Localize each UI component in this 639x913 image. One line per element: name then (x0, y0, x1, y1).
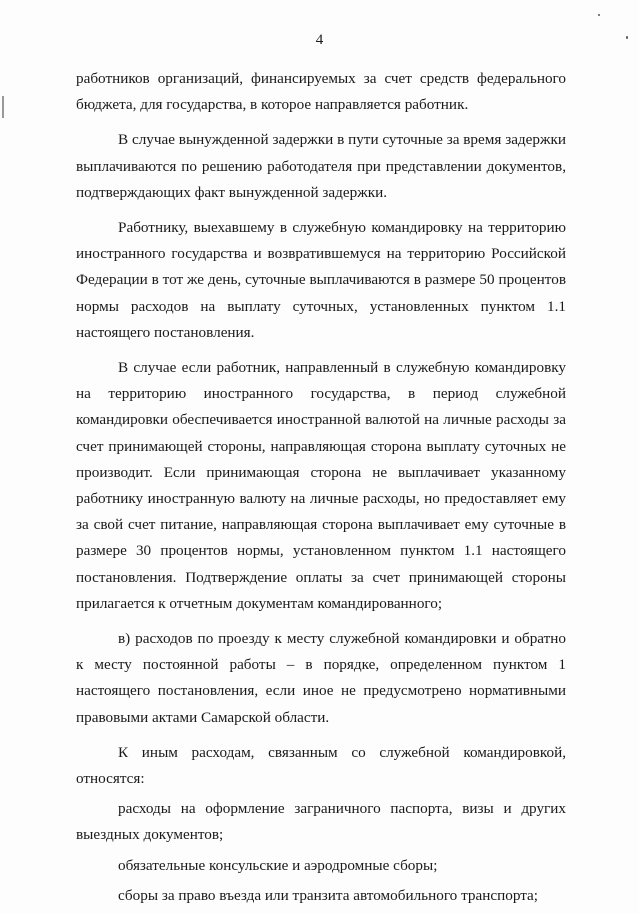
list-item-passport: расходы на оформление заграничного паспорта, визы и других выездных документов; (76, 800, 566, 844)
list-item-consular-fees: обязательные консульские и аэродромные сборы; (118, 856, 438, 874)
paragraph-continuation: работников организаций, финансируемых за счет средств федерального бюджета, для государства, в которое направляется работник. (76, 70, 566, 114)
paragraph-same-day-return: Работнику, выехавшему в служебную командировку на территорию иностранного государства и возвратившемуся на территорию Российской Федерации в тот же день, суточные выплачиваются в размере 50 процентов нормы расходов на выплату суточных, установленных пунктом 1.1 настоящего постановления. (76, 219, 566, 341)
document-body (76, 66, 566, 913)
list-item-vehicle-fees: сборы за право въезда или транзита автомобильного транспорта; (118, 886, 538, 904)
paragraph-travel-expenses: в) расходов по проезду к месту служебной командировки и обратно к месту постоянной работы – в порядке, определенном пунктом 1 настоящего постановления, если иное не предусмотрено нормативными правовыми актами Самарской области. (76, 630, 566, 726)
scan-edge-mark (2, 96, 4, 118)
scan-speck (598, 14, 600, 16)
paragraph-host-currency: В случае если работник, направленный в служебную командировку на территорию иностранного государства, в период служебной командировки обеспечивается иностранной валютой на личные расходы за счет принимающей стороны, направляющая сторона выплату суточных не производит. Если принимающая сторона не выплачивает указанному работнику иностранную валюту на личные расходы, но предоставляет ему за свой счет питание, направляющая сторона выплачивает ему суточные в размере 30 процентов нормы, установленном пунктом 1.1 настоящего постановления. Подтверждение оплаты за счет принимающей стороны прилагается к отчетным документам командированного; (76, 359, 566, 612)
paragraph-other-expenses: К иным расходам, связанным со служебной командировкой, относятся: (76, 743, 566, 788)
paragraph-forced-delay: В случае вынужденной задержки в пути суточные за время задержки выплачиваются по решению работодателя при представлении документов, подтверждающих факт вынужденной задержки. (76, 131, 566, 201)
scan-speck (626, 36, 628, 39)
page-number: 4 (315, 32, 324, 48)
